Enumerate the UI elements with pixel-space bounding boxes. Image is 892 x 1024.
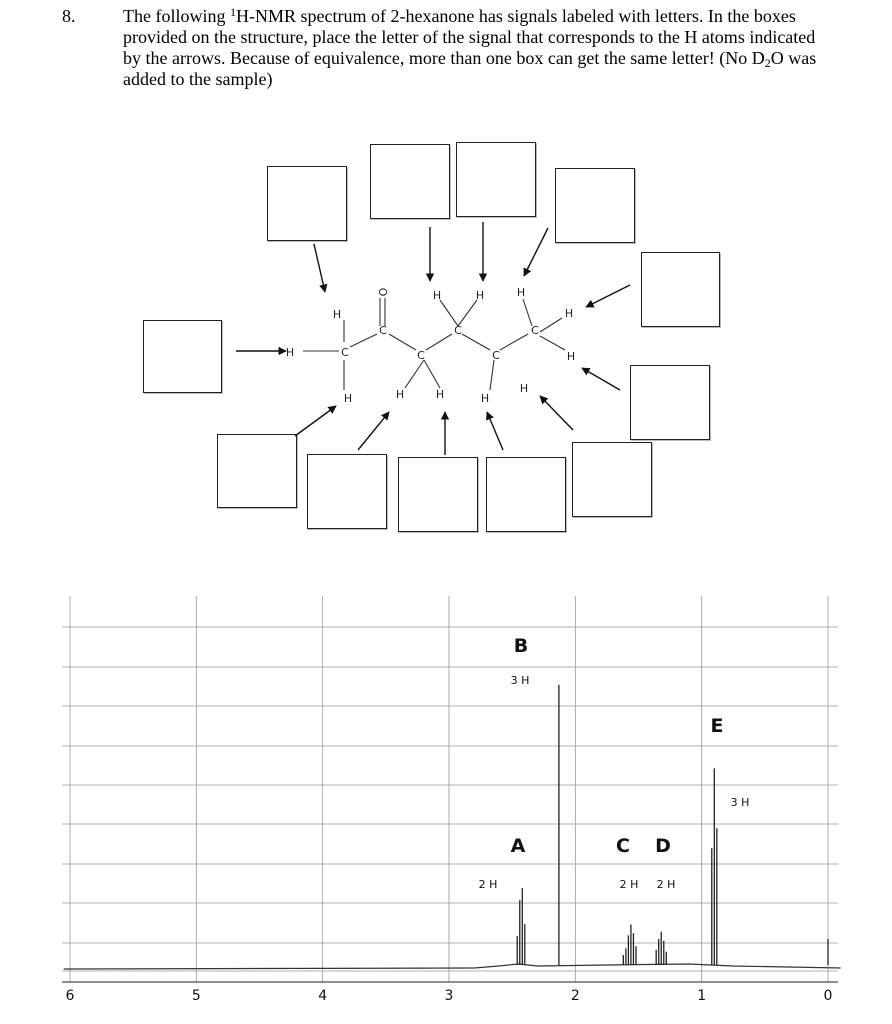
atom-h-c5-right: H xyxy=(519,382,529,395)
atom-oxygen: O xyxy=(377,287,390,297)
atom-h-c3-right: H xyxy=(435,388,445,401)
atom-h-c6-right-bottom: H xyxy=(566,350,576,363)
peak-label-B: B xyxy=(513,635,529,657)
question-text-part2: H-NMR spectrum of 2-hexanone has signals labeled with letters. In the boxes provided on the structure, place the letter of the signal that corresponds to the H atoms indicated by the arrows. Because of equivalence, more than one box can get the same letter! (No D xyxy=(123,6,816,68)
atom-c6: C xyxy=(531,324,539,337)
tick-label-4: 4 xyxy=(318,988,328,1004)
atom-h-c1-bottom: H xyxy=(343,392,353,405)
atom-c1: C xyxy=(341,346,349,359)
question-subscript: 2 xyxy=(764,56,771,70)
integration-label-C: 2 H xyxy=(619,878,639,891)
peak-label-A: A xyxy=(510,835,526,857)
integration-label-E: 3 H xyxy=(730,796,750,809)
atom-h-c5-left: H xyxy=(480,392,490,405)
atom-h-c6-right-top: H xyxy=(564,307,574,320)
tick-label-1: 1 xyxy=(697,988,707,1004)
question-superscript: 1 xyxy=(229,5,236,19)
atom-h-left: H xyxy=(285,346,295,359)
atom-c3: C xyxy=(417,349,425,362)
spectrum-grid xyxy=(62,596,838,982)
atom-h-c4-left: H xyxy=(432,289,442,302)
spectrum-peak-labels xyxy=(479,635,750,891)
atom-h-c3-left: H xyxy=(395,388,405,401)
tick-label-0: 0 xyxy=(823,988,833,1004)
question-number: 8. xyxy=(62,6,76,26)
atom-h-c4-right: H xyxy=(475,289,485,302)
peak-label-C: C xyxy=(616,835,630,857)
integration-label-D: 2 H xyxy=(656,878,676,891)
baseline-peak-region xyxy=(474,964,840,968)
spectrum-trace xyxy=(64,685,841,969)
tick-label-6: 6 xyxy=(65,988,75,1004)
question-text-part3: O was added to the sample) xyxy=(123,48,817,89)
peak-D xyxy=(656,932,666,965)
atom-h-c6-top: H xyxy=(516,286,526,299)
atom-h-c1-top: H xyxy=(332,308,342,321)
question-text-part1: The following xyxy=(123,6,230,26)
tick-label-5: 5 xyxy=(191,988,201,1004)
peak-A xyxy=(517,888,525,965)
atom-c4: C xyxy=(454,324,462,337)
baseline xyxy=(64,968,475,969)
spectrum-tick-labels xyxy=(66,988,833,1004)
tick-label-2: 2 xyxy=(570,988,580,1004)
integration-label-A: 2 H xyxy=(478,878,498,891)
tick-label-3: 3 xyxy=(444,988,454,1004)
atom-c5: C xyxy=(492,349,500,362)
peak-E xyxy=(712,768,717,965)
peak-label-E: E xyxy=(710,715,724,737)
integration-label-B: 3 H xyxy=(510,674,530,687)
peak-C xyxy=(623,924,636,965)
peak-label-D: D xyxy=(655,835,671,857)
atom-c2: C xyxy=(379,324,387,337)
